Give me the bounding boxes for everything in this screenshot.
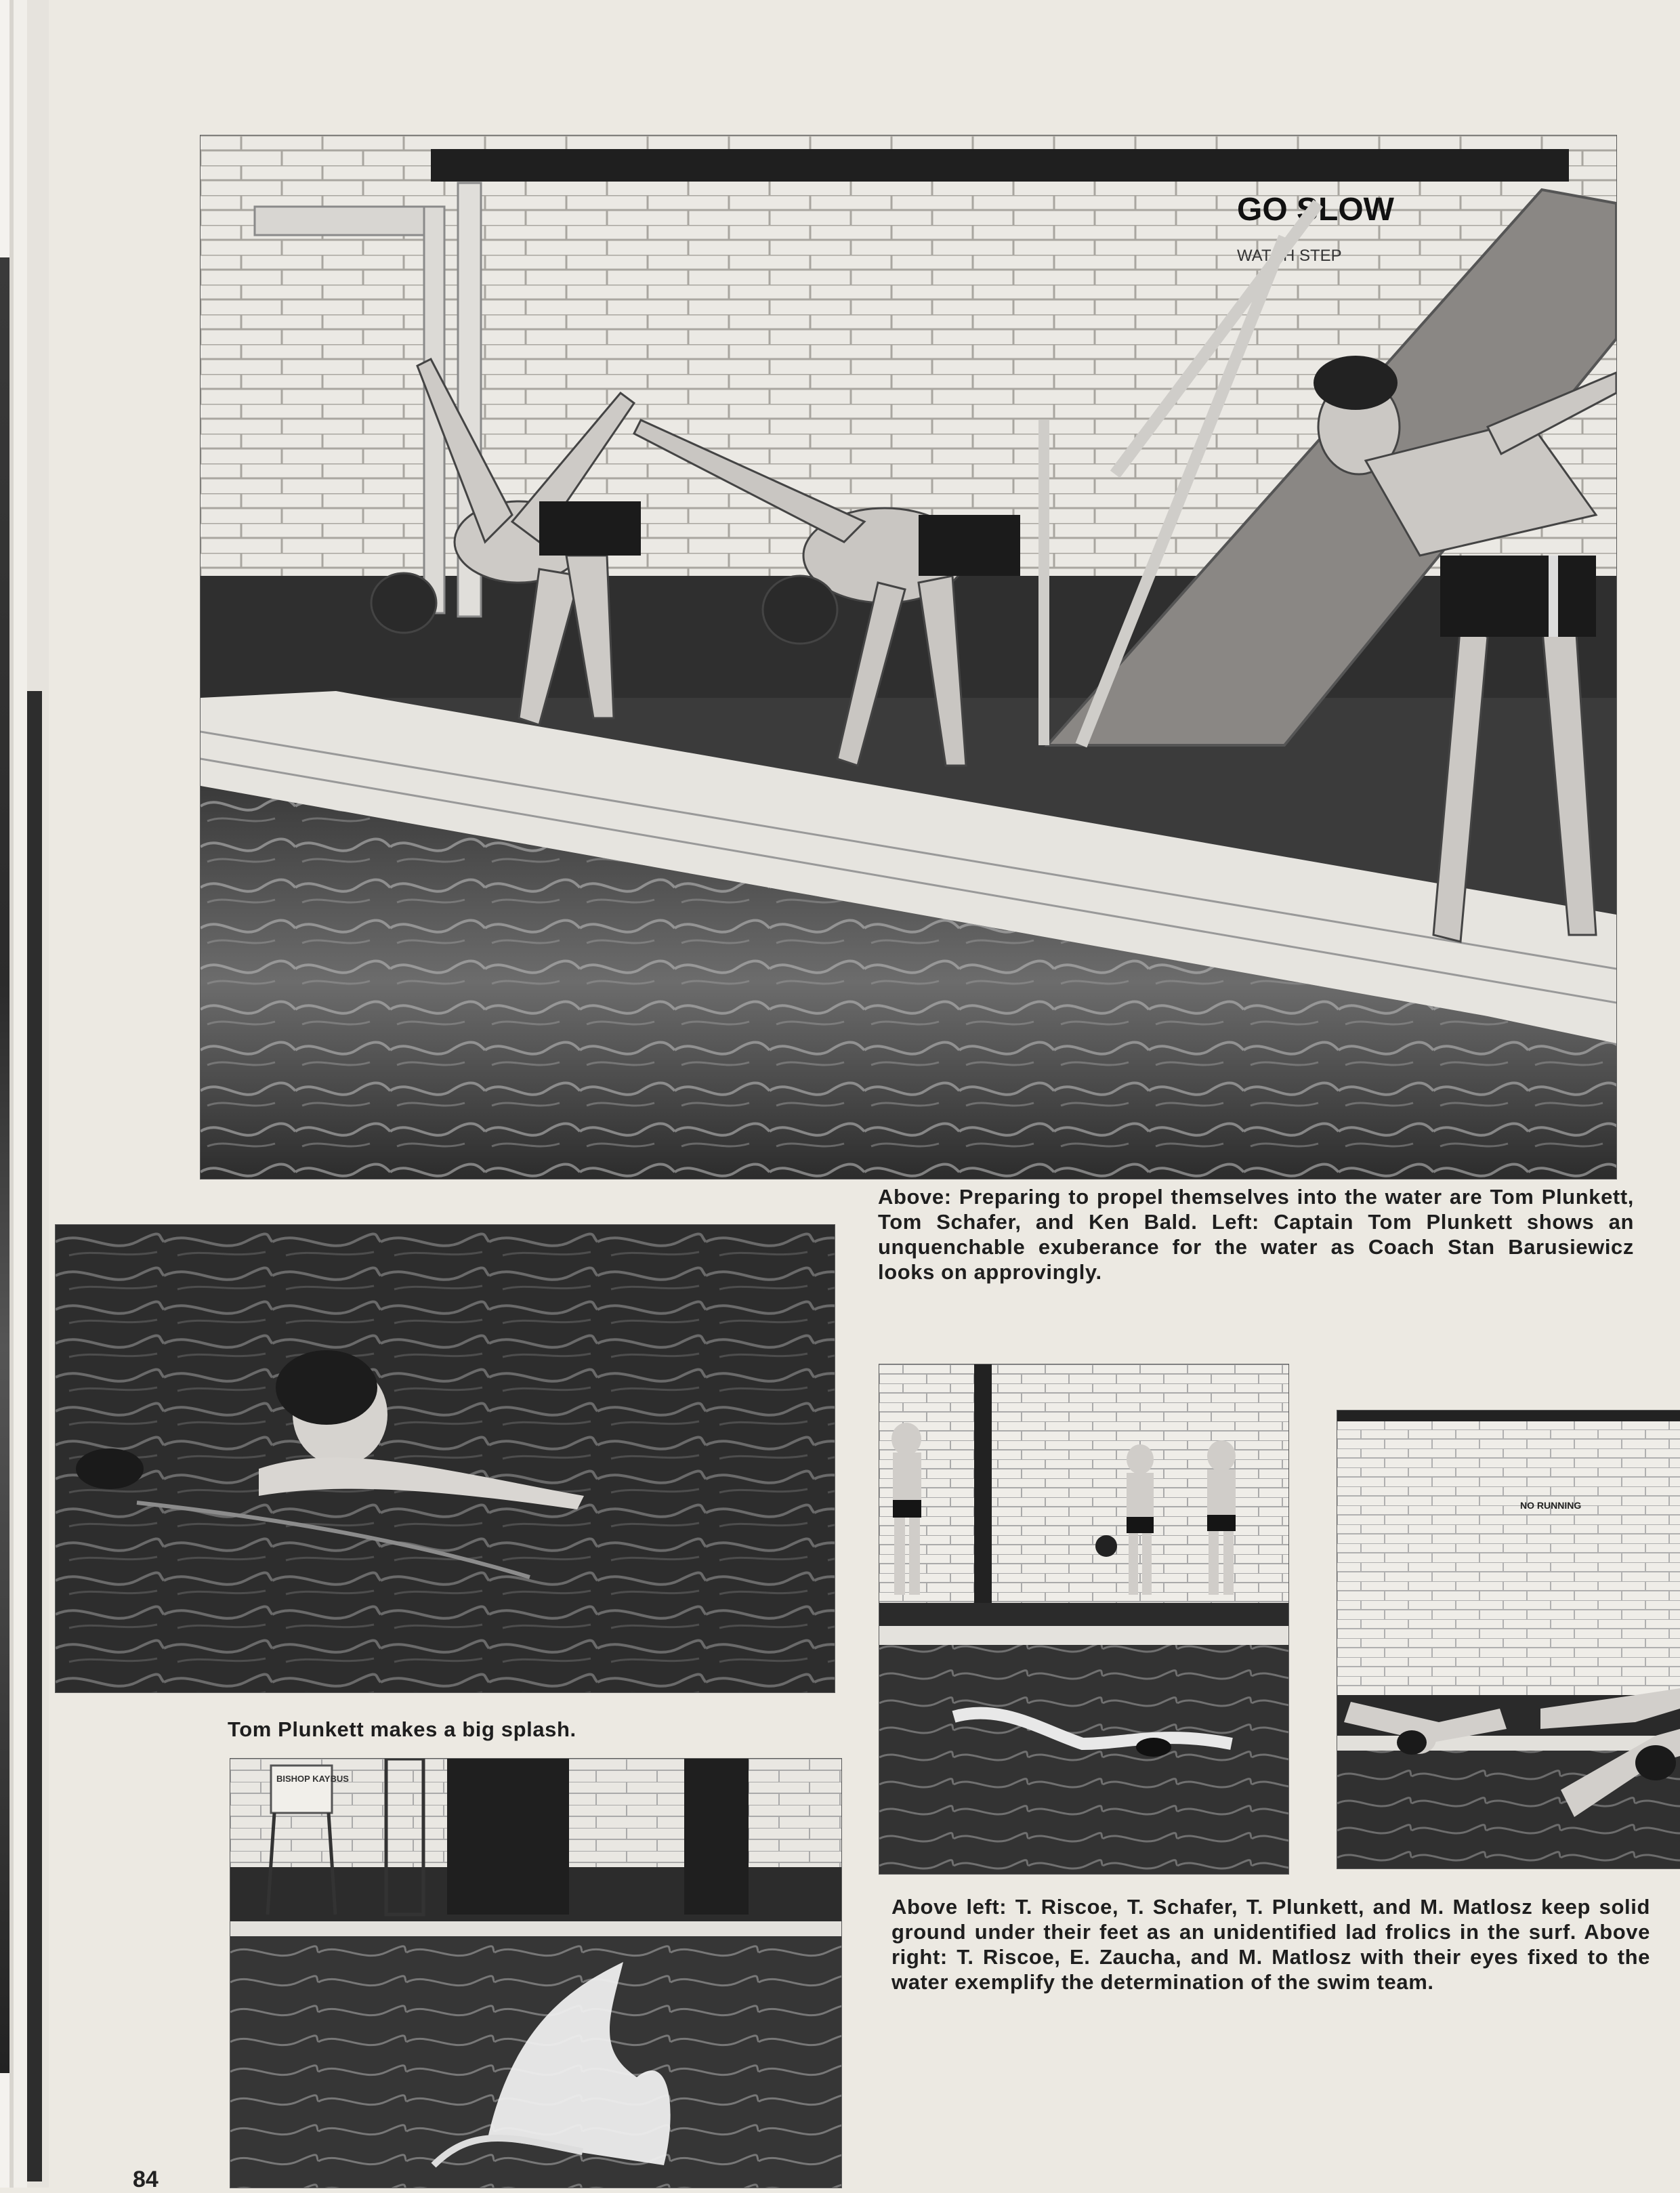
swimmer-photo-caption: Tom Plunkett makes a big splash. — [228, 1717, 576, 1741]
photo-divers-at-pool-edge — [201, 135, 1616, 1179]
page-number: 84 — [133, 2167, 159, 2192]
chair-text: BISHOP KAYBUS — [276, 1774, 349, 1784]
no-running-sign: NO RUNNING — [1520, 1500, 1582, 1511]
go-slow-sign: GO SLOW — [1237, 192, 1394, 228]
photo-team-poolside — [879, 1364, 1288, 1874]
main-photo-caption: Above: Preparing to propel themselves into the water are Tom Plunkett, Tom Schafer, and Ken Bald. Left: Captain Tom Plunkett shows an unquenchable exuberance for the water as Coach Stan Barusiewicz looks on approvingly. — [878, 1185, 1634, 1284]
photo-swimmers-diving — [1337, 1411, 1680, 1868]
photo-swimmer-in-water — [56, 1225, 835, 1692]
bottom-photos-caption: Above left: T. Riscoe, T. Schafer, T. Plunkett, and M. Matlosz keep solid ground under their feet as an unidentified lad frolics in the surf. Above right: T. Riscoe, E. Zaucha, and M. Matlosz with their eyes fixed to the water exemplify the determination of the swim team. — [891, 1895, 1650, 1994]
facing-page-photo-edge — [27, 691, 42, 2181]
photo-big-splash — [230, 1759, 841, 2188]
sign-subtext: WATCH STEP — [1237, 247, 1342, 265]
facing-page-edge — [0, 257, 9, 2073]
